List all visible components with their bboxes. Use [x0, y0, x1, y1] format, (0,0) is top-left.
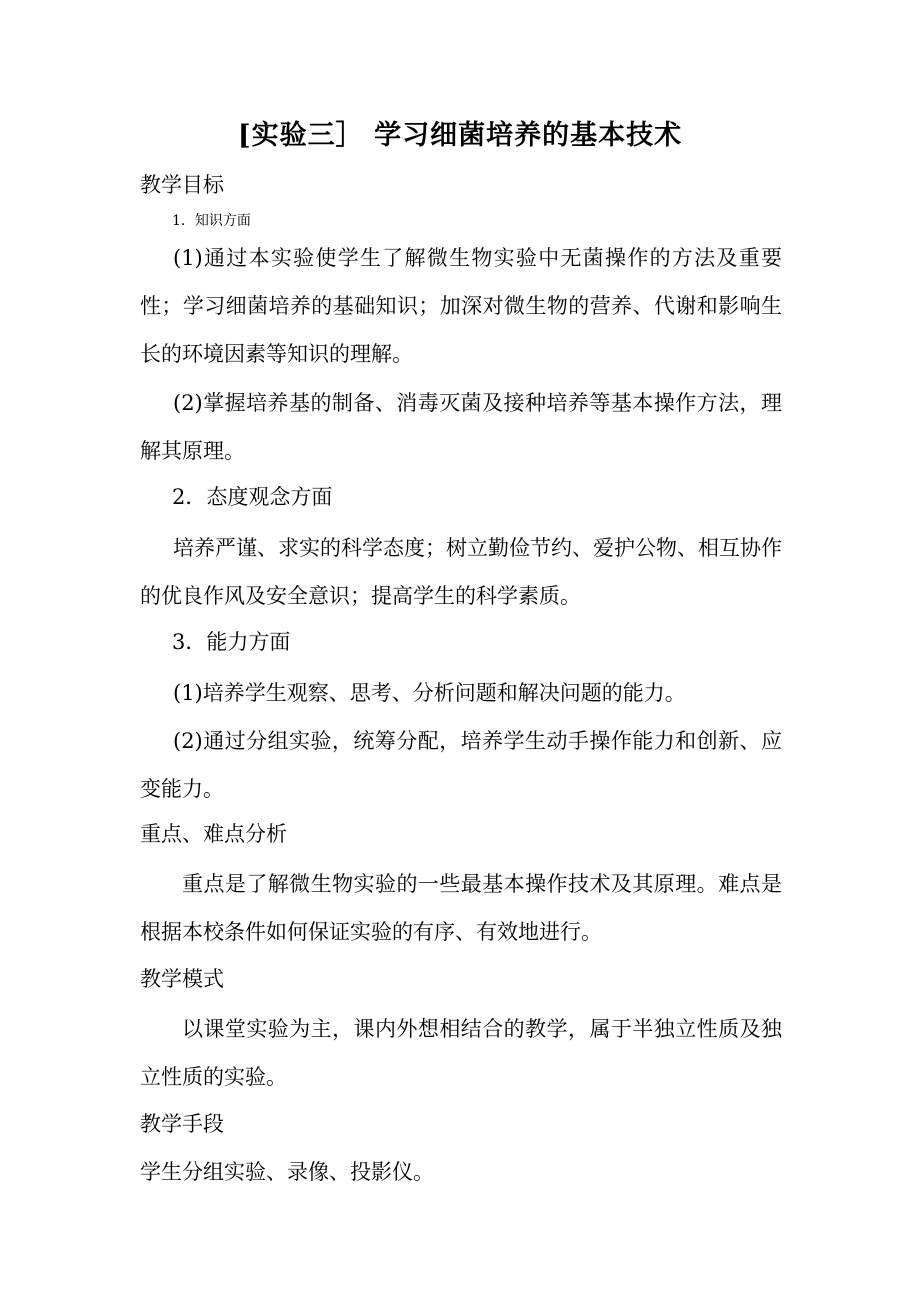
difficulty-paragraph: 重点是了解微生物实验的一些最基本操作技术及其原理。难点是根据本校条件如何保证实验的有序、有效地进行。: [140, 872, 782, 944]
knowledge-heading: 1．知识方面: [172, 213, 251, 229]
mode-heading: 教学模式: [140, 967, 224, 991]
ability-heading: 3．能力方面: [172, 630, 291, 654]
ability-paragraph-1: (1)培养学生观察、思考、分析问题和解决问题的能力。: [173, 681, 686, 705]
objectives-heading: 教学目标: [140, 173, 224, 197]
ability-paragraph-2: (2)通过分组实验，统筹分配，培养学生动手操作能力和创新、应变能力。: [140, 729, 782, 801]
mode-paragraph: 以课堂实验为主，课内外想相结合的教学，属于半独立性质及独立性质的实验。: [140, 1017, 782, 1089]
means-heading: 教学手段: [140, 1112, 224, 1136]
difficulty-heading: 重点、难点分析: [140, 822, 287, 846]
attitude-paragraph: 培养严谨、求实的科学态度；树立勤俭节约、爱护公物、相互协作的优良作风及安全意识；提高学生的科学素质。: [140, 536, 782, 608]
document-title: [实验三］ 学习细菌培养的基本技术: [237, 120, 683, 151]
knowledge-paragraph-2: (2)掌握培养基的制备、消毒灭菌及接种培养等基本操作方法，理解其原理。: [140, 391, 782, 463]
attitude-heading: 2．态度观念方面: [172, 485, 333, 509]
means-paragraph: 学生分组实验、录像、投影仪。: [140, 1160, 434, 1184]
knowledge-paragraph-1: (1)通过本实验使学生了解微生物实验中无菌操作的方法及重要性；学习细菌培养的基础知识；加深对微生物的营养、代谢和影响生长的环境因素等知识的理解。: [140, 246, 782, 366]
